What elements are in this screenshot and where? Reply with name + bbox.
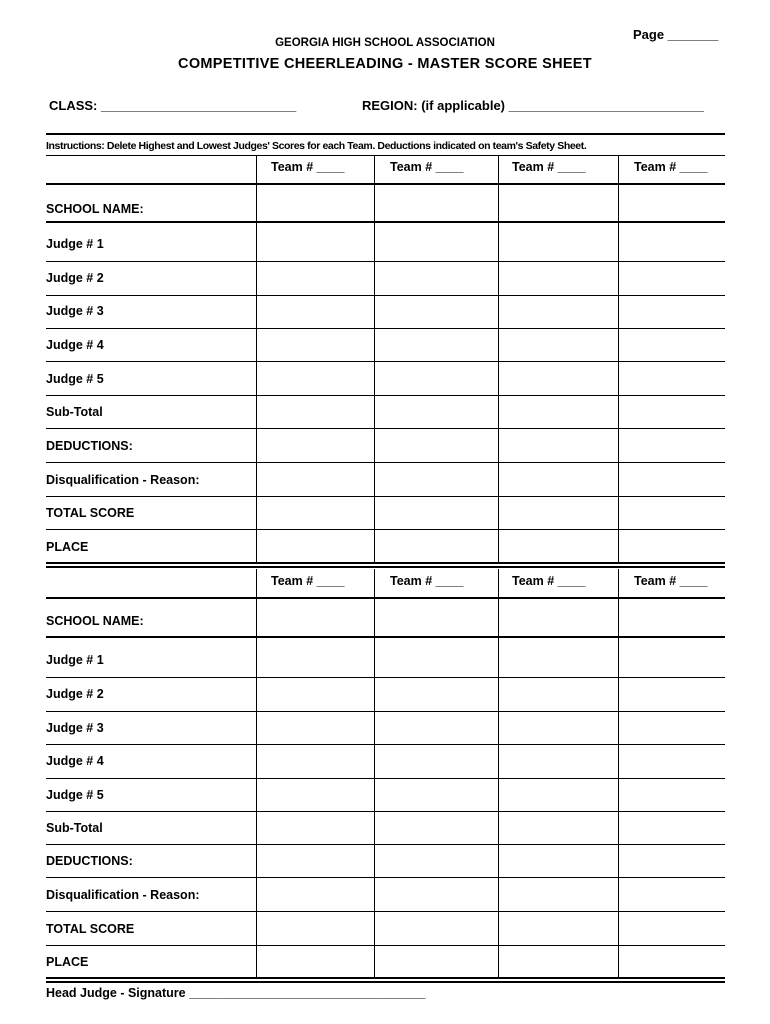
page-number-field: Page _______ — [633, 27, 719, 42]
table1-row-rule — [46, 529, 725, 530]
place-label: PLACE — [46, 955, 89, 969]
table1-row-rule — [46, 261, 725, 262]
judge-4-label: Judge # 4 — [46, 338, 104, 352]
class-field: CLASS: ___________________________ — [49, 98, 297, 113]
judge-5-label: Judge # 5 — [46, 372, 104, 386]
table1-col-divider — [374, 156, 375, 562]
judge-1-label: Judge # 1 — [46, 237, 104, 251]
table2-row-rule — [46, 677, 725, 678]
table2-col-divider — [256, 569, 257, 977]
table2-bottom-double-rule — [46, 981, 725, 983]
school-name-label: SCHOOL NAME: — [46, 202, 144, 216]
table2-col-divider — [498, 569, 499, 977]
team-number-header: Team # ____ — [271, 574, 345, 588]
deductions-label: DEDUCTIONS: — [46, 854, 133, 868]
page-title: COMPETITIVE CHEERLEADING - MASTER SCORE SHEET — [178, 56, 592, 72]
judge-4-label: Judge # 4 — [46, 754, 104, 768]
table1-col-divider — [618, 156, 619, 562]
team-number-header: Team # ____ — [634, 160, 708, 174]
table2-row-rule — [46, 911, 725, 912]
table2-row-rule — [46, 844, 725, 845]
sub-total-label: Sub-Total — [46, 405, 103, 419]
region-field: REGION: (if applicable) ___________________________ — [362, 98, 704, 113]
table1-row-rule — [46, 462, 725, 463]
table2-row-rule — [46, 811, 725, 812]
school-name-label: SCHOOL NAME: — [46, 614, 144, 628]
judge-3-label: Judge # 3 — [46, 721, 104, 735]
table1-row-rule — [46, 496, 725, 497]
table2-col-divider — [618, 569, 619, 977]
table1-row-rule — [46, 361, 725, 362]
table2-school-rule — [46, 636, 725, 638]
instructions-text: Instructions: Delete Highest and Lowest Judges' Scores for each Team. Deductions indicated on team's Safety Sheet. — [46, 140, 587, 152]
judge-2-label: Judge # 2 — [46, 271, 104, 285]
table2-col-divider — [374, 569, 375, 977]
team-number-header: Team # ____ — [390, 574, 464, 588]
judge-2-label: Judge # 2 — [46, 687, 104, 701]
table1-row-rule — [46, 328, 725, 329]
disqualification-label: Disqualification - Reason: — [46, 888, 200, 902]
team-number-header: Team # ____ — [271, 160, 345, 174]
organization-name: GEORGIA HIGH SCHOOL ASSOCIATION — [275, 37, 495, 49]
table2-row-rule — [46, 877, 725, 878]
table2-row-rule — [46, 945, 725, 946]
head-judge-signature-field: Head Judge - Signature __________________________________ — [46, 986, 426, 1000]
table1-col-divider — [256, 156, 257, 562]
table1-bottom-double-rule — [46, 566, 725, 568]
table2-row-rule — [46, 744, 725, 745]
sub-total-label: Sub-Total — [46, 821, 103, 835]
judge-5-label: Judge # 5 — [46, 788, 104, 802]
team-number-header: Team # ____ — [512, 160, 586, 174]
judge-3-label: Judge # 3 — [46, 304, 104, 318]
team-number-header: Team # ____ — [512, 574, 586, 588]
deductions-label: DEDUCTIONS: — [46, 439, 133, 453]
table1-row-rule — [46, 295, 725, 296]
table2-row-rule — [46, 778, 725, 779]
table1-team-row-rule — [46, 183, 725, 185]
total-score-label: TOTAL SCORE — [46, 922, 135, 936]
place-label: PLACE — [46, 540, 89, 554]
table2-bottom-double-rule — [46, 977, 725, 979]
table1-bottom-double-rule — [46, 562, 725, 564]
table2-team-row-rule — [46, 597, 725, 599]
table2-row-rule — [46, 711, 725, 712]
table1-school-rule — [46, 221, 725, 223]
table1-col-divider — [498, 156, 499, 562]
instructions-top-rule — [46, 133, 725, 135]
total-score-label: TOTAL SCORE — [46, 506, 135, 520]
judge-1-label: Judge # 1 — [46, 653, 104, 667]
disqualification-label: Disqualification - Reason: — [46, 473, 200, 487]
table1-row-rule — [46, 395, 725, 396]
table1-row-rule — [46, 428, 725, 429]
team-number-header: Team # ____ — [390, 160, 464, 174]
team-number-header: Team # ____ — [634, 574, 708, 588]
table1-header-rule — [46, 155, 725, 156]
